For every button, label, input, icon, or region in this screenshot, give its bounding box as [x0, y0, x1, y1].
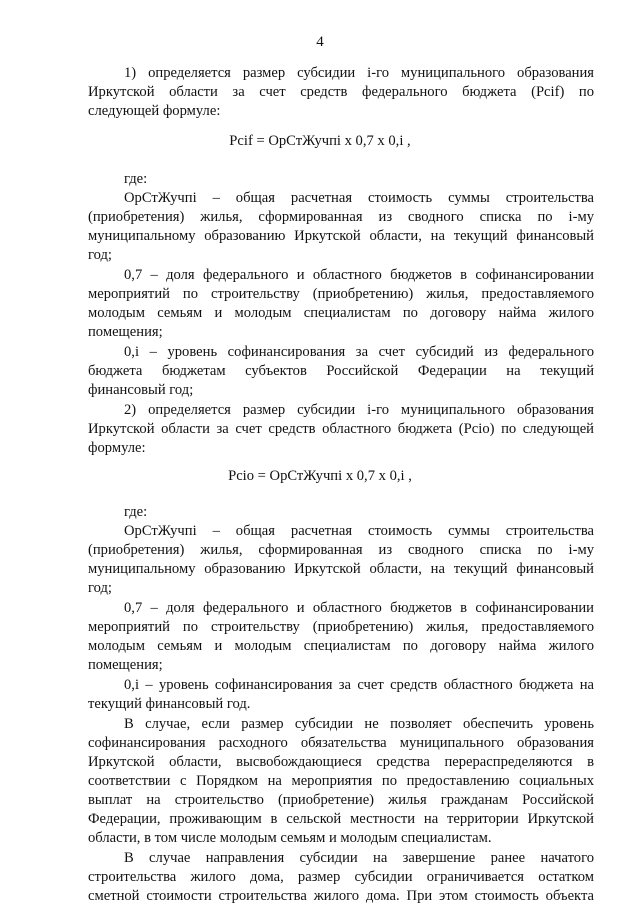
- text-line: бюджета бюджетам субъектов Российской Федерации на текущий: [88, 363, 594, 379]
- text-line: 2) определяется размер субсидии i-го муниципального образования: [124, 402, 594, 418]
- formula-pcif: Pcif = ОрСтЖучпi x 0,7 x 0,i ,: [229, 133, 411, 149]
- text-line: Иркутской области за счет средств областного бюджета (Pcio) по следующей: [88, 421, 594, 437]
- text-line: Иркутской области, высвобождающиеся средства перераспределяются в: [88, 754, 594, 770]
- text-line: муниципальному образованию Иркутской области, на текущий финансовый: [88, 228, 594, 244]
- text-line: (приобретения) жилья, сформированная из сводного списка по i-му: [88, 542, 594, 558]
- text-line: софинансирования расходного обязательства муниципального образования: [88, 735, 594, 751]
- text-line: Федерации, проживающим в сельской местности на территории Иркутской: [88, 811, 594, 827]
- text-line: соответствии с Порядком на мероприятия по предоставлению социальных: [88, 773, 594, 789]
- text-line: мероприятий по строительству (приобретению) жилья, предоставляемого: [88, 619, 594, 635]
- text-line: 0,i – уровень софинансирования за счет субсидий из федерального: [124, 344, 594, 360]
- text-line: строительства жилого дома, размер субсидии ограничивается остатком: [88, 869, 594, 885]
- text-line: выплат на строительство (приобретение) жилья гражданам Российской: [88, 792, 594, 808]
- text-line: 0,i – уровень софинансирования за счет средств областного бюджета на: [124, 677, 594, 693]
- text-line: молодым семьям и молодым специалистам по договору найма жилого: [88, 638, 594, 654]
- text-line: (приобретения) жилья, сформированная из сводного списка по i-му: [88, 209, 594, 225]
- text-line: ОрСтЖучпi – общая расчетная стоимость суммы строительства: [124, 523, 594, 539]
- text-line: мероприятий по строительству (приобретению) жилья, предоставляемого: [88, 286, 594, 302]
- text-line: следующей формуле:: [88, 103, 221, 119]
- text-line: где:: [124, 504, 148, 520]
- text-line: области, в том числе молодым семьям и молодым специалистам.: [88, 830, 492, 846]
- text-line: ОрСтЖучпi – общая расчетная стоимость суммы строительства: [124, 190, 594, 206]
- text-line: помещения;: [88, 324, 163, 340]
- text-line: молодым семьям и молодым специалистам по договору найма жилого: [88, 305, 594, 321]
- text-line: 0,7 – доля федерального и областного бюджетов в софинансировании: [124, 600, 594, 616]
- text-line: 1) определяется размер субсидии i-го муниципального образования: [124, 65, 594, 81]
- text-line: финансовый год;: [88, 382, 194, 398]
- text-line: В случае, если размер субсидии не позволяет обеспечить уровень: [124, 716, 594, 732]
- text-line: текущий финансовый год.: [88, 696, 251, 712]
- text-line: муниципальному образованию Иркутской области, на текущий финансовый: [88, 561, 594, 577]
- text-line: 0,7 – доля федерального и областного бюджетов в софинансировании: [124, 267, 594, 283]
- text-line: сметной стоимости строительства жилого дома. При этом стоимость объекта: [88, 888, 594, 904]
- formula-pcio: Pcio = ОрСтЖучпi x 0,7 x 0,i ,: [228, 468, 412, 484]
- text-line: помещения;: [88, 657, 163, 673]
- text-line: где:: [124, 171, 148, 187]
- text-line: Иркутской области за счет средств федерального бюджета (Pcif) по: [88, 84, 594, 100]
- page-number: 4: [316, 34, 324, 50]
- text-line: год;: [88, 580, 112, 596]
- text-line: В случае направления субсидии на завершение ранее начатого: [124, 850, 594, 866]
- text-line: год;: [88, 247, 112, 263]
- text-line: формуле:: [88, 440, 146, 456]
